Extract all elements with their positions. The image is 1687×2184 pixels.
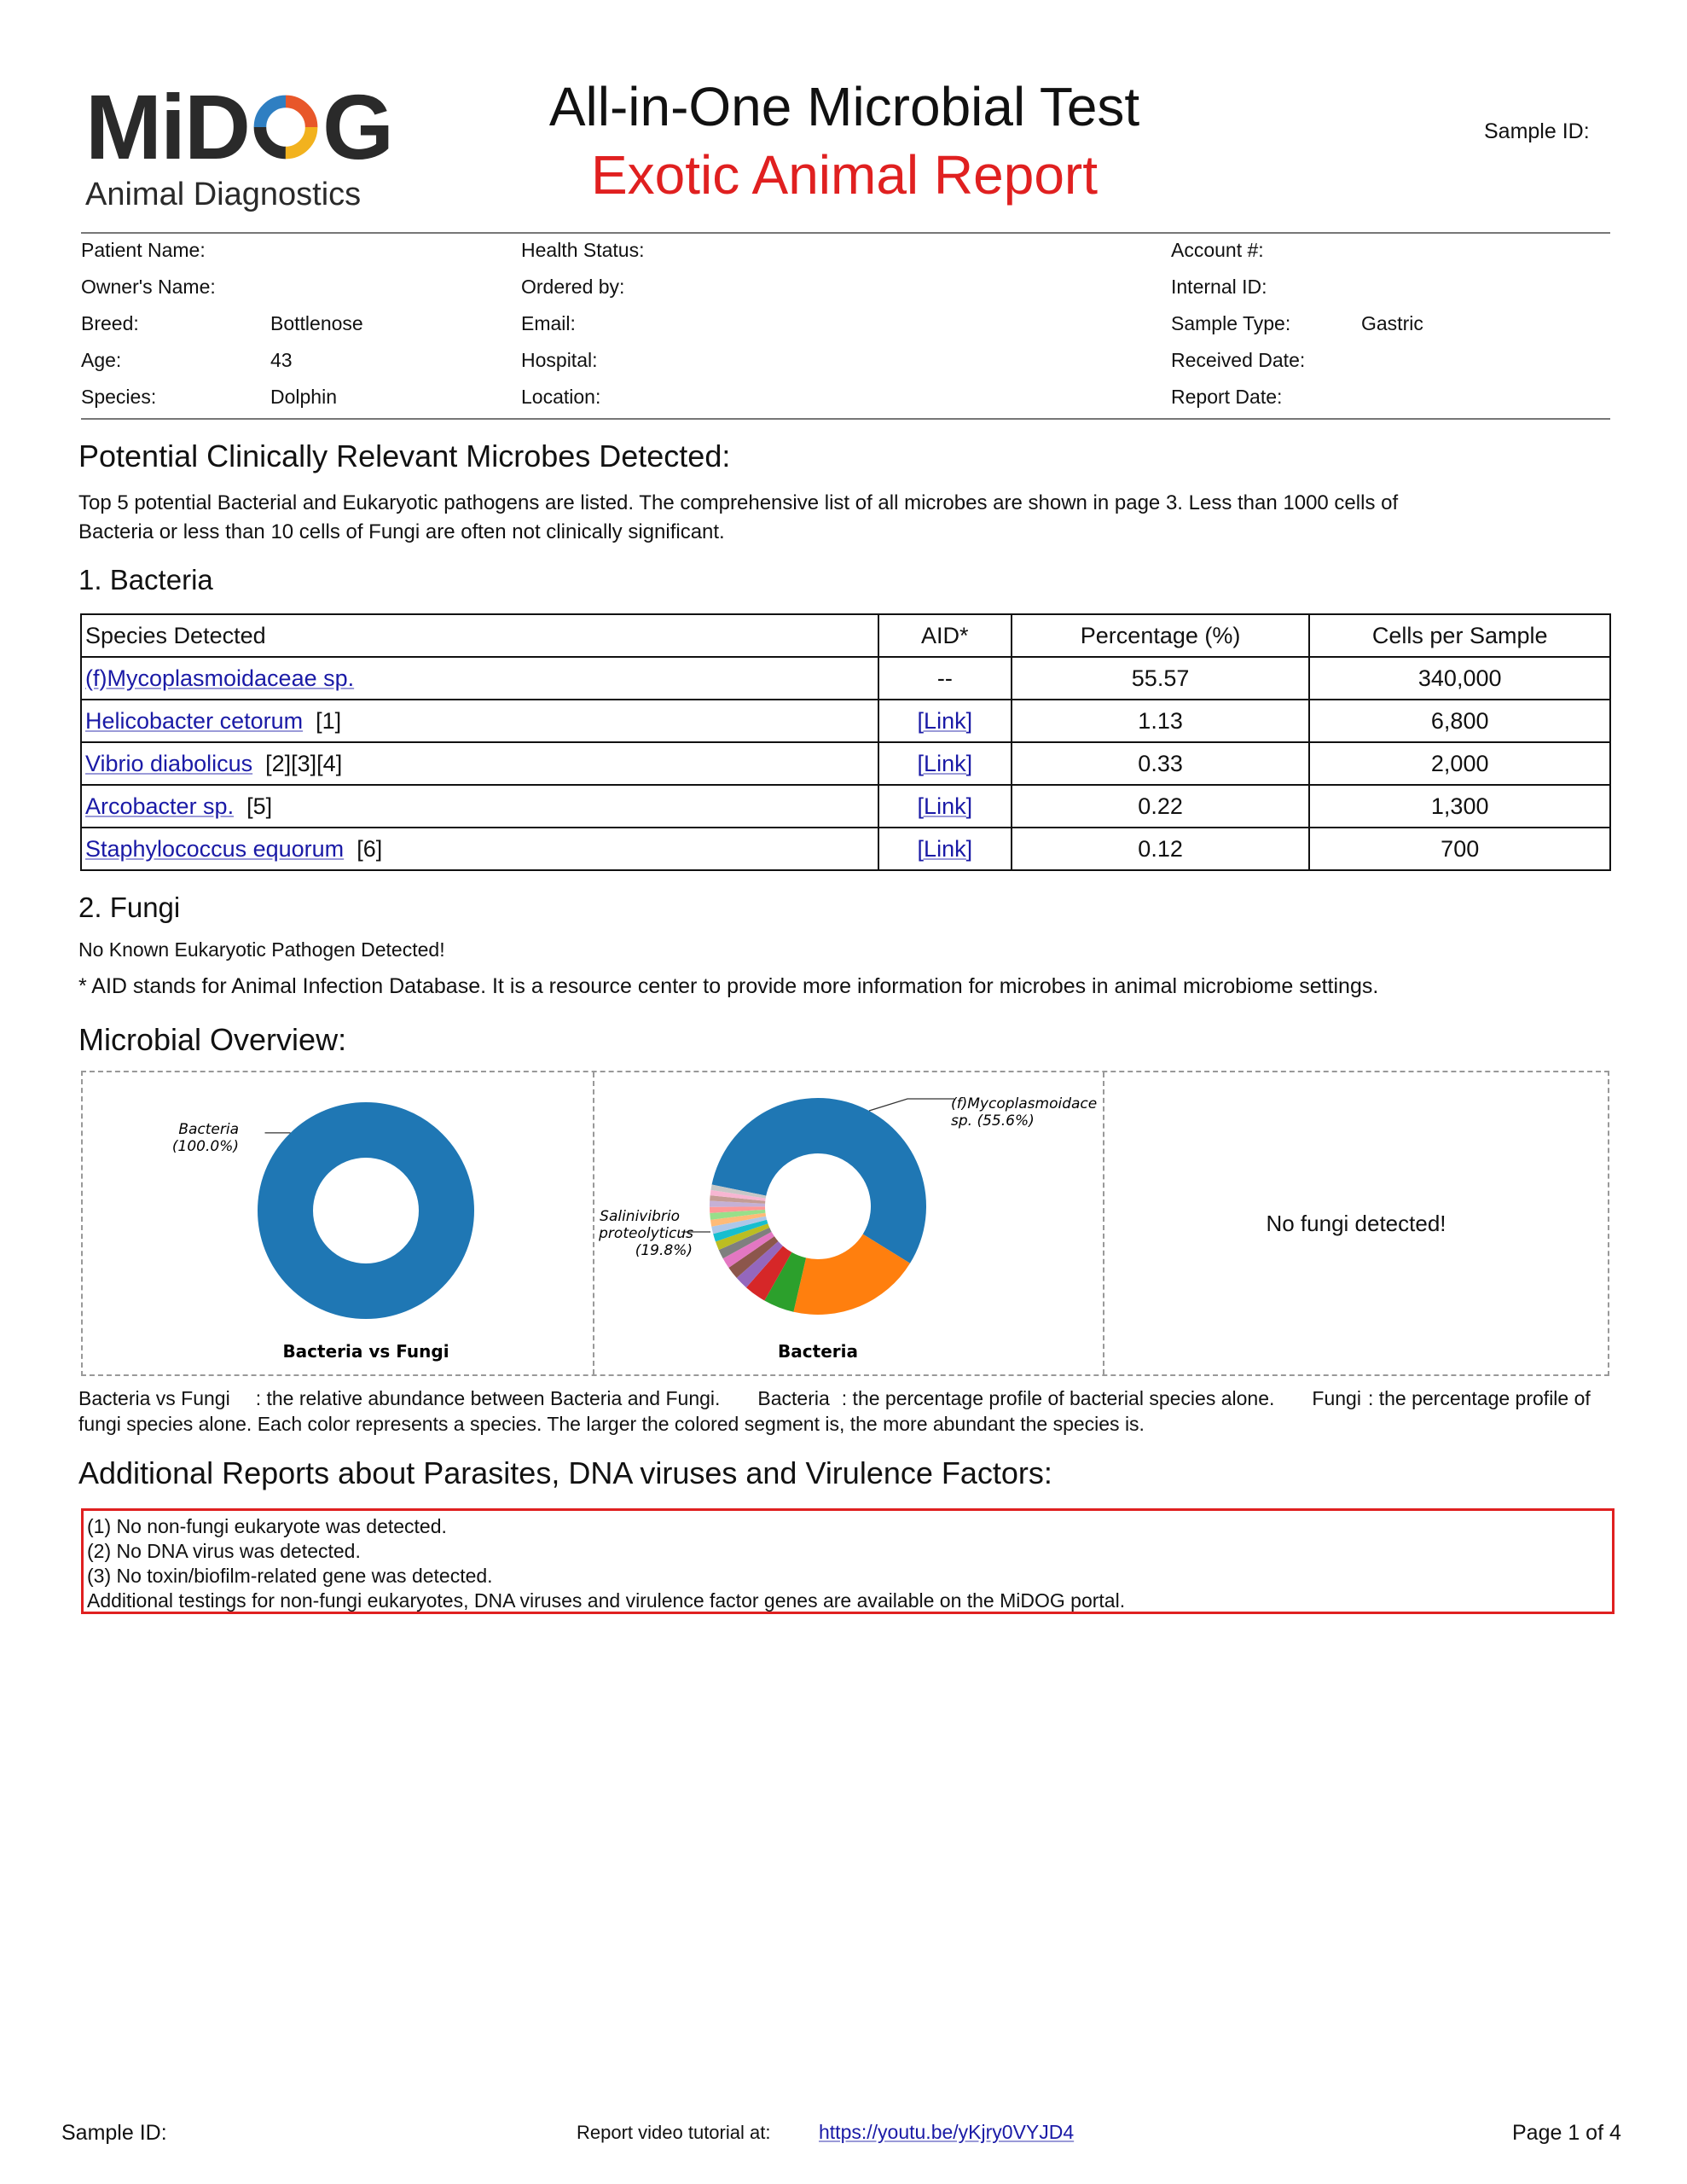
breed-label: Breed: — [81, 312, 139, 334]
hospital-label: Hospital: — [521, 349, 598, 371]
additional-line: Additional testings for non-fungi eukaryotes, DNA viruses and virulence factor genes are available on the MiDOG portal. — [87, 1589, 1126, 1612]
table-header-row — [81, 614, 1610, 657]
intro-text — [78, 489, 1631, 547]
col-header-cells: Cells per Sample — [1309, 614, 1610, 657]
species-refs: [1] — [316, 707, 342, 734]
bacteria-heading: 1. Bacteria — [78, 564, 213, 595]
cells-cell: 6,800 — [1309, 700, 1610, 742]
no-fungi-message: No fungi detected! — [1266, 1210, 1446, 1236]
col-header-percentage: Percentage (%) — [1012, 614, 1310, 657]
table-row — [81, 785, 1610, 828]
fungi-heading: 2. Fungi — [78, 892, 181, 923]
aid-footnote: * AID stands for Animal Infection Database. It is a resource center to provide more information for microbes in animal microbiome settings. — [78, 974, 1379, 998]
sample-type-value: Gastric — [1361, 312, 1423, 334]
species-label: Species: — [81, 386, 157, 408]
account-label: Account #: — [1171, 239, 1264, 261]
received-date-label: Received Date: — [1171, 349, 1306, 371]
location-label: Location: — [521, 386, 601, 408]
header-divider — [81, 232, 1610, 234]
footer-page-number: Page 1 of 4 — [1512, 2121, 1621, 2145]
chart-title: Bacteria — [778, 1341, 858, 1362]
logo-subtitle: Animal Diagnostics — [85, 177, 362, 212]
species-link[interactable]: Helicobacter cetorum — [85, 707, 304, 734]
species-link[interactable]: Vibrio diabolicus — [85, 750, 253, 776]
footer-tutorial-label: Report video tutorial at: — [577, 2122, 771, 2143]
aid-link[interactable]: [Link] — [917, 793, 973, 819]
additional-reports-box — [81, 1508, 1615, 1614]
table-row — [81, 742, 1610, 785]
percentage-cell: 0.12 — [1012, 828, 1310, 870]
logo-o-ring-icon — [251, 89, 321, 166]
cells-cell: 2,000 — [1309, 742, 1610, 785]
slice-label: Salinivibrio — [600, 1208, 680, 1225]
slice-label: (f)Mycoplasmoidace — [951, 1095, 1098, 1112]
legend-term-fungi: Fungi — [1312, 1387, 1361, 1409]
percentage-cell: 1.13 — [1012, 700, 1310, 742]
additional-line: (2) No DNA virus was detected. — [87, 1540, 361, 1562]
midog-logo — [85, 75, 392, 212]
email-label: Email: — [521, 312, 576, 334]
additional-line: (1) No non-fungi eukaryote was detected. — [87, 1515, 447, 1537]
percentage-cell: 0.33 — [1012, 742, 1310, 785]
internal-id-label: Internal ID: — [1171, 276, 1267, 298]
col-header-aid: AID* — [878, 614, 1012, 657]
species-refs: [6] — [357, 835, 383, 862]
additional-line: (3) No toxin/biofilm-related gene was detected. — [87, 1565, 493, 1587]
intro-line-1: Top 5 potential Bacterial and Eukaryotic pathogens are listed. The comprehensive list of all microbes are shown in page 3. Less than 1000 cells of — [78, 491, 1399, 514]
label-leader-line — [869, 1099, 954, 1111]
overview-legend — [78, 1385, 1631, 1437]
legend-desc-fungi: : the percentage profile of — [1367, 1387, 1591, 1409]
section-heading-microbes: Potential Clinically Relevant Microbes Detected: — [78, 439, 731, 473]
species-refs: [5] — [246, 793, 273, 819]
aid-link[interactable]: [Link] — [917, 835, 973, 862]
report-title: All-in-One Microbial Test — [548, 76, 1140, 137]
percentage-cell: 55.57 — [1012, 657, 1310, 700]
col-header-species: Species Detected — [81, 614, 878, 657]
intro-line-2: Bacteria or less than 10 cells of Fungi are often not clinically significant. — [78, 520, 725, 543]
footer-tutorial-link[interactable]: https://youtu.be/yKjry0VYJD4 — [819, 2121, 1075, 2143]
aid-link[interactable]: [Link] — [917, 750, 973, 776]
breed-value: Bottlenose — [270, 312, 363, 334]
cells-cell: 340,000 — [1309, 657, 1610, 700]
report-subtitle: Exotic Animal Report — [590, 144, 1099, 206]
logo-text-a: MiD — [85, 75, 249, 178]
table-row — [81, 700, 1610, 742]
donut-slice — [286, 1130, 447, 1292]
overview-legend-line-2: fungi species alone. Each color represents a species. The larger the colored segment is, the more abundant the species is. — [78, 1413, 1145, 1435]
owner-name-label: Owner's Name: — [81, 276, 216, 298]
microbial-overview-panel — [81, 1071, 1609, 1376]
slice-label-pct: (19.8%) — [635, 1242, 693, 1259]
sample-id-label: Sample ID: — [1484, 119, 1590, 143]
health-status-label: Health Status: — [521, 239, 645, 261]
legend-desc-bacteria: : the percentage profile of bacterial species alone. — [841, 1387, 1275, 1409]
overview-heading: Microbial Overview: — [78, 1022, 347, 1057]
cells-cell: 1,300 — [1309, 785, 1610, 828]
legend-term-bacteria: Bacteria — [757, 1387, 830, 1409]
aid-cell: -- — [878, 657, 1012, 700]
slice-label-pct: (100.0%) — [171, 1138, 239, 1155]
species-refs: [2][3][4] — [265, 750, 343, 776]
slice-label: proteolyticus — [599, 1225, 693, 1242]
bacteria-vs-fungi-chart — [83, 1072, 593, 1374]
info-divider — [81, 418, 1610, 420]
ordered-by-label: Ordered by: — [521, 276, 625, 298]
sample-type-label: Sample Type: — [1171, 312, 1291, 334]
bacteria-chart — [593, 1072, 1103, 1374]
age-value: 43 — [270, 349, 293, 371]
species-link[interactable]: Arcobacter sp. — [85, 793, 235, 819]
patient-name-label: Patient Name: — [81, 239, 206, 261]
additional-heading: Additional Reports about Parasites, DNA viruses and Virulence Factors: — [78, 1455, 1052, 1490]
table-row — [81, 657, 1610, 700]
aid-link[interactable]: [Link] — [917, 707, 973, 734]
overview-legend-line-1 — [78, 1385, 1631, 1411]
logo-text-b: G — [322, 75, 392, 178]
fungi-result: No Known Eukaryotic Pathogen Detected! — [78, 938, 445, 961]
cells-cell: 700 — [1309, 828, 1610, 870]
species-link[interactable]: (f)Mycoplasmoidaceae sp. — [85, 665, 355, 691]
slice-label: Bacteria — [178, 1121, 239, 1138]
legend-desc-bvf: : the relative abundance between Bacteria and Fungi. — [255, 1387, 721, 1409]
percentage-cell: 0.22 — [1012, 785, 1310, 828]
species-value: Dolphin — [270, 386, 337, 408]
table-row — [81, 828, 1610, 870]
bacteria-table — [80, 613, 1611, 871]
age-label: Age: — [81, 349, 122, 371]
slice-label-pct: sp. (55.6%) — [951, 1112, 1035, 1130]
legend-term-bvf: Bacteria vs Fungi — [78, 1387, 230, 1409]
chart-title: Bacteria vs Fungi — [282, 1341, 449, 1362]
species-link[interactable]: Staphylococcus equorum — [85, 835, 345, 862]
footer-sample-id: Sample ID: — [61, 2121, 167, 2145]
report-date-label: Report Date: — [1171, 386, 1283, 408]
